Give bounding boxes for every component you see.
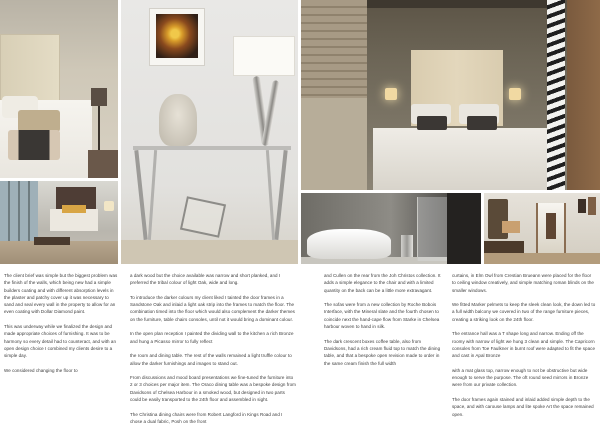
- dark-wall: [447, 193, 481, 264]
- console-leg: [274, 150, 287, 240]
- paragraph: and Cullen on the rear from the Joh Christos collection. It adds a simple elegance to the chair and with a limited quantity on the back can be a little more extravagant.: [324, 273, 441, 293]
- bathroom-photo: [301, 193, 481, 264]
- glass-cube-ornament: [180, 196, 226, 238]
- lamp-shade: [502, 221, 520, 233]
- bedside-table: [88, 150, 118, 178]
- paragraph: From discussions and mood board presentations we fine-tuned the furniture into 2 or 3 choices per major item. The Oraco dining table was a bespoke design from Davidsons of Chelsea Harbour in a smoked wood, but designed in two parts could be easily transported to the 24th floor and assembled in sight.: [130, 375, 296, 403]
- paragraph: The entrance hall was a T shape long and narrow. Ending off the roomy with narrow of light we hung 3 clean and simple. The Capricorn consoles from Toe Faulkner in burnt roof were adapted to fit the space and cast in Apal Bronze: [452, 331, 595, 359]
- paragraph: This was underway while we finalized the design and made appropriate choices of furnishing. It was to be harmony so every detail had to counteract, and with an open design choice I combined my clients desire to a simple day.: [4, 324, 117, 359]
- pillow: [18, 110, 60, 132]
- zebra-print-panel: [547, 0, 565, 190]
- paragraph: The door frames again stained and inlaid added simple depth to the space, and with carouse lamps and lite spoke Art the space remained open.: [452, 397, 594, 417]
- console-leg: [266, 150, 275, 240]
- cushion: [467, 116, 497, 130]
- paragraph: with a mat glass top, narrow enough to not be obstructive but wide enough to serve the purpose. The oft round seed mirrors in Bronze were from our private collection.: [452, 367, 589, 388]
- console-leg: [148, 150, 157, 240]
- text-column-4: [452, 272, 596, 420]
- cushion: [417, 116, 447, 130]
- console-leg: [134, 150, 147, 240]
- ceiling: [367, 0, 547, 8]
- paragraph: In the open plan reception I painted the dividing wall to the kitchen a rich Bronze and hung a Picasso mirror to fully reflect: [130, 331, 294, 344]
- text-column-2: [130, 272, 296, 424]
- chrome-bin: [401, 235, 413, 257]
- bedroom-detail-photo: [0, 0, 118, 178]
- paragraph: We considered changing the floor to: [4, 367, 78, 373]
- pillow: [62, 205, 86, 213]
- paragraph: The sofas were from a new collection by Roche Bobois Interface, with the Mineral slate and the fourth chosen to coincide next the hand-cape flow from Starke in Chelsea harbour woven to hand in silk.: [324, 302, 440, 330]
- artwork: [156, 14, 198, 58]
- paragraph: curtains, in Elm Owl from Crestian Brueann were placed for the floor to ceiling window creatively, and simple matching roman blinds on the smaller windows.: [452, 273, 594, 293]
- paragraph: the room and dining table. The rest of the walls remained a light truffle colour to allow the darker furnishings and images to stand out.: [130, 353, 292, 366]
- freestanding-bath: [307, 229, 391, 259]
- console-table-photo: [121, 0, 298, 264]
- text-column-1: [4, 272, 120, 420]
- bench: [34, 237, 70, 245]
- paragraph: The dark crescent boxes coffee table, also from Davidsons, had a rich cream fluid top to match the dining table, and that a bespoke open revision made to order in the same cream finish the full width: [324, 338, 441, 366]
- end-door: [546, 213, 556, 239]
- paragraph: The client brief was simple but the biggest problem was the finish of the walls, which being new had a simple builders coating and with different absorption levels in the plaster and patchy cover up it was necessary to sand and seal every wall in the property to allow for an even coating with Dollar Diamond paint.: [4, 273, 118, 315]
- floor: [121, 240, 298, 264]
- wall: [301, 98, 367, 190]
- table-lamp-shade: [233, 36, 295, 76]
- bedroom-wide-photo: [0, 181, 118, 264]
- glass-screen: [417, 197, 447, 261]
- wall-art: [578, 199, 586, 213]
- window: [0, 181, 38, 241]
- cushion: [8, 130, 60, 160]
- paragraph: a dark wood but the choice available was narrow and short planked, and I preferred the tribal colour of light Oak, wide and long.: [130, 273, 281, 286]
- lamp: [104, 201, 114, 211]
- bedside-lamp-stem: [98, 106, 100, 150]
- roman-blind: [301, 0, 367, 98]
- wooden-door: [567, 0, 600, 190]
- bedside-lamp: [509, 88, 521, 100]
- bedside-lamp-shade: [91, 88, 107, 106]
- wall-art: [588, 197, 596, 215]
- bed: [373, 128, 549, 190]
- corridor-photo: [484, 193, 600, 264]
- floor: [484, 253, 600, 264]
- paragraph: To introduce the darker colours my client liked I tainted the door frames in a Sandstone Oak and inlaid a light oak strip into the frames to match the floor. The combination timed into the floor which would also complement the darker themes on the furniture, table chairs consoles, until not it would bring a dominant colour.: [130, 294, 295, 322]
- paragraph: The Christina dining chairs were from Robert Langford in Kings Road and I chose a dual fabric, Posh on the front: [130, 411, 283, 424]
- text-column-3: [324, 272, 442, 420]
- bedside-lamp: [385, 88, 397, 100]
- master-bedroom-photo: [301, 0, 600, 190]
- bear-sculpture: [159, 94, 197, 146]
- console-top: [133, 146, 291, 150]
- sideboard: [484, 241, 524, 253]
- paragraph: We fitted Marker pelmets to keep the sleek clean look, the down led to a full width balcony we covered in two of the range furniture pieces, creating a striking look on the 24th floor.: [452, 302, 596, 322]
- mirror: [488, 199, 508, 239]
